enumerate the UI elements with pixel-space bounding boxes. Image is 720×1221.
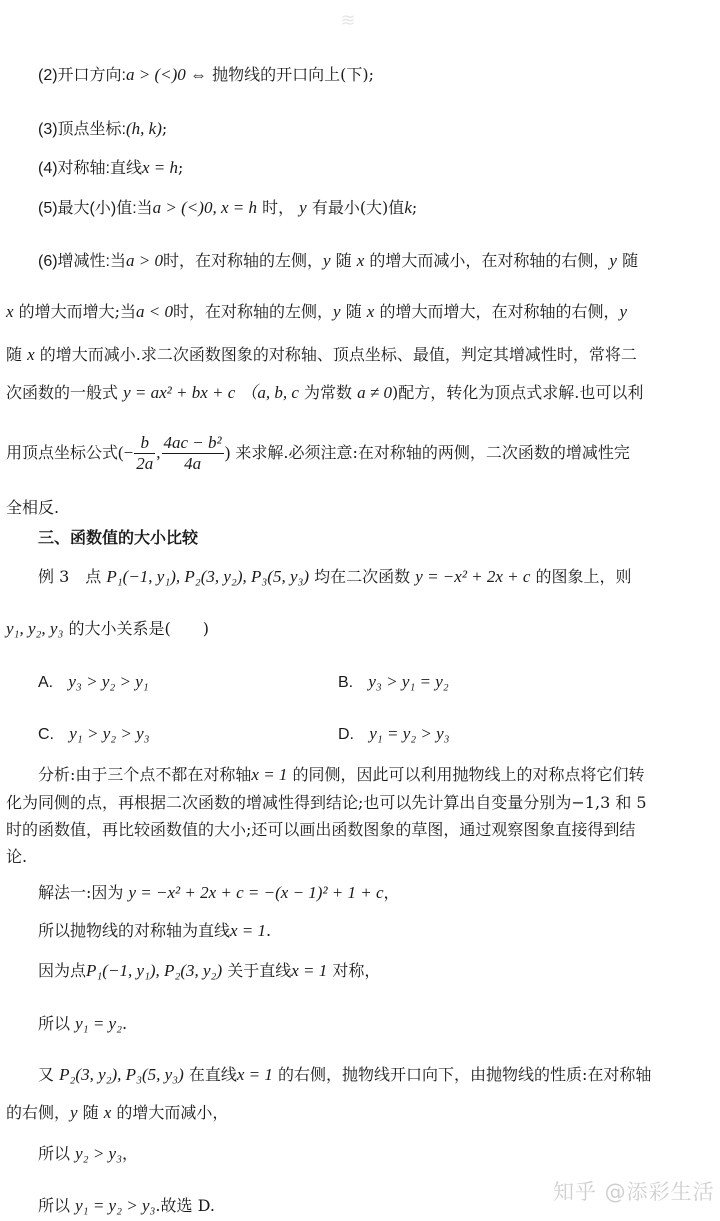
analysis-line-2: 化为同侧的点，再根据二次函数的增减性得到结论;也可以先计算出自变量分别为−1,3 和 5	[6, 793, 647, 812]
solution-line-8	[38, 1195, 215, 1217]
fraction-b-over-2a	[134, 433, 155, 474]
analysis-line-4: 论.	[6, 847, 28, 866]
math-expr: a > 0	[126, 251, 163, 270]
math-expr: y	[609, 251, 617, 270]
item-label: (4)对称轴:直线	[38, 160, 143, 177]
item-text: ;	[161, 119, 168, 138]
item-axis	[38, 157, 183, 180]
solution-line-6	[6, 1102, 228, 1124]
text: ，	[383, 883, 400, 902]
fraction-vertex-y	[162, 433, 224, 474]
fraction-numerator: b	[134, 433, 155, 454]
option-letter: A.	[38, 674, 54, 691]
solution-line-1	[38, 882, 400, 904]
math-expr: x	[6, 302, 14, 321]
text: 的图象上，则	[535, 567, 632, 586]
math-expr: P₂(3, y₂), P₃(5, y₃)	[59, 1065, 184, 1084]
math-expr: a < 0	[136, 302, 174, 321]
watermark: 知乎 @添彩生活	[553, 1180, 715, 1204]
item-monotonicity-line-5	[6, 430, 630, 476]
option-letter: D.	[338, 726, 354, 743]
math-expr: x	[27, 345, 35, 364]
math-expr: P₁(−1, y₁), P₂(3, y₂), P₃(5, y₃)	[106, 567, 310, 586]
item-label: (2)开口方向:	[38, 67, 127, 84]
math-expr: x = 1	[291, 961, 328, 980]
math-expr: x	[103, 1103, 112, 1122]
math-expr: (−	[118, 443, 134, 462]
text: 的增大而减小，在对称轴的右侧，	[369, 251, 610, 270]
text: 在直线	[188, 1065, 237, 1084]
option-expr: y₁ > y₂ > y₃	[69, 724, 150, 743]
math-expr: x = 1	[236, 1065, 273, 1084]
math-expr: a > (<)0, x = h	[152, 198, 257, 217]
item-text: 有最小(大)值	[311, 198, 405, 217]
item-monotonicity-line-4	[6, 382, 643, 404]
solution-line-5	[38, 1064, 651, 1086]
text: 所以	[38, 1196, 71, 1215]
text: 的增大而减小，	[116, 1103, 229, 1122]
option-letter: C.	[38, 726, 54, 743]
analysis-line-1	[38, 764, 645, 786]
text: 所以	[38, 1014, 71, 1033]
option-c[interactable]	[38, 723, 150, 746]
item-label: (6)增减性:当	[38, 253, 127, 270]
text: .故选 D.	[155, 1196, 215, 1215]
math-expr: y	[333, 302, 341, 321]
option-expr: y₃ > y₂ > y₁	[68, 672, 149, 691]
example-3-line-1	[38, 566, 632, 588]
top-decoration-icon: ≋	[340, 10, 356, 31]
text: 随	[622, 251, 639, 270]
text: 时，在对称轴的左侧，	[163, 251, 324, 270]
text: .	[122, 1014, 128, 1033]
example-3-line-2	[6, 618, 209, 640]
text: ，	[122, 1144, 139, 1163]
text: 随	[335, 251, 352, 270]
math-expr: y	[70, 1103, 78, 1122]
option-expr: y₁ = y₂ > y₃	[369, 724, 450, 743]
text: 所以	[38, 1144, 71, 1163]
math-expr: x	[356, 251, 365, 270]
math-expr: k	[404, 198, 412, 217]
fraction-denominator: 4a	[184, 454, 202, 473]
text: 分析:由于三个点不都在对称轴	[38, 765, 252, 784]
math-expr: P₁(−1, y₁), P₂(3, y₂)	[86, 961, 223, 980]
math-expr: (h, k)	[126, 119, 162, 138]
text: 的右侧，抛物线开口向下，由抛物线的性质:在对称轴	[278, 1065, 652, 1084]
math-expr: y₁ = y₂ > y₃	[75, 1196, 156, 1215]
math-expr: y₂ > y₃	[75, 1144, 122, 1163]
fraction-denominator: 2a	[136, 454, 154, 473]
math-expr: x	[366, 302, 375, 321]
text: 的增大而增大，在对称轴的右侧，	[379, 302, 620, 321]
math-expr: a > (<)0 ⇔	[126, 65, 208, 84]
item-label: (3)顶点坐标:	[38, 121, 127, 138]
text: 对称，	[332, 961, 381, 980]
text: 的大小关系是( )	[68, 619, 209, 638]
item-opening-direction	[38, 64, 374, 87]
solution-line-4	[38, 1013, 127, 1035]
text: 关于直线	[227, 961, 292, 980]
item-monotonicity-line-2	[6, 301, 627, 323]
solution-line-7	[38, 1143, 138, 1165]
item-extreme	[38, 197, 417, 220]
item-monotonicity-line-1	[38, 250, 638, 273]
math-expr: x = 1	[230, 921, 267, 940]
text: 随	[6, 345, 23, 364]
option-letter: B.	[338, 674, 354, 691]
text: 随	[345, 302, 362, 321]
text: 的同侧，因此可以利用抛物线上的对称点将它们转	[292, 765, 645, 784]
math-expr: y = −x² + 2x + c = −(x − 1)² + 1 + c	[128, 883, 384, 902]
math-expr: y₁, y₂, y₃	[6, 619, 64, 638]
section-heading: 三、函数值的大小比较	[38, 528, 199, 547]
math-expr: )	[224, 443, 231, 462]
example-label: 例 3 点	[38, 567, 102, 586]
math-expr: （a, b, c	[240, 383, 299, 402]
math-expr: a ≠ 0	[357, 383, 392, 402]
text: 随	[82, 1103, 99, 1122]
fraction-numerator: 4ac − b²	[163, 433, 222, 452]
math-expr: x = 1	[251, 765, 288, 784]
text: 解法一:因为	[38, 883, 124, 902]
text: )配方，转化为顶点式求解.也可以利	[392, 383, 644, 402]
text: 为常数	[304, 383, 353, 402]
text: 来求解.必须注意:在对称轴的两侧，二次函数的增减性完	[235, 443, 630, 462]
item-monotonicity-line-6	[6, 497, 59, 519]
option-d[interactable]	[338, 723, 450, 746]
math-expr: x = h	[142, 158, 179, 177]
text: 的增大而减小.求二次函数图象的对称轴、顶点坐标、最值，判定其增减性时，常将二	[39, 345, 637, 364]
text: 又	[38, 1065, 55, 1084]
text: 时，在对称轴的左侧，	[173, 302, 334, 321]
math-expr: y = −x² + 2x + c	[415, 567, 531, 586]
item-text: ;	[411, 198, 418, 217]
item-monotonicity-line-3	[6, 344, 637, 366]
math-expr: y	[323, 251, 331, 270]
text: .	[266, 921, 272, 940]
math-expr: y₁ = y₂	[75, 1014, 122, 1033]
item-text: 时，	[262, 198, 295, 217]
solution-line-3	[38, 960, 380, 982]
text: 所以抛物线的对称轴为直线	[38, 921, 231, 940]
text: 均在二次函数	[314, 567, 411, 586]
text: 全相反.	[6, 498, 60, 517]
text: 次函数的一般式	[6, 383, 119, 402]
text: 的右侧，	[6, 1103, 71, 1122]
item-text: ;	[178, 158, 184, 177]
item-vertex	[38, 118, 167, 141]
item-text: 抛物线的开口向上(下);	[212, 65, 375, 84]
analysis-line-3: 时的函数值，再比较函数值的大小;还可以画出函数图象的草图，通过观察图象直接得到结	[6, 820, 636, 839]
text: 因为点	[38, 961, 87, 980]
text: 用顶点坐标公式	[6, 443, 119, 462]
option-expr: y₃ > y₁ = y₂	[368, 672, 449, 691]
math-expr: ,	[156, 443, 161, 462]
item-label: (5)最大(小)值:当	[38, 200, 153, 217]
solution-line-2	[38, 920, 271, 942]
text: 的增大而增大;当	[18, 302, 137, 321]
option-b[interactable]	[338, 671, 449, 694]
math-expr: y	[299, 198, 307, 217]
math-expr: y	[619, 302, 627, 321]
option-a[interactable]	[38, 671, 149, 694]
math-expr: y = ax² + bx + c	[123, 383, 236, 402]
